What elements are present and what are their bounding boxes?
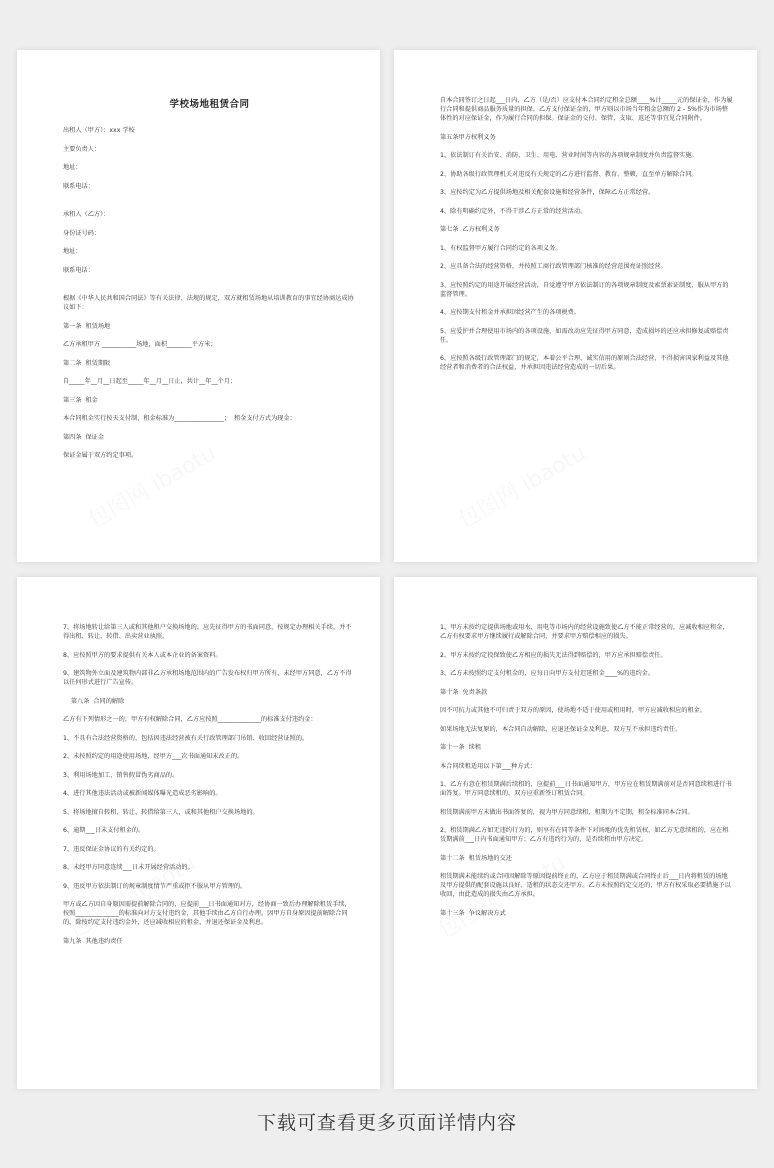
paragraph-gap xyxy=(63,284,356,294)
contract-paragraph: 2、租赁期满乙方如无违约行为的，则享有在同等条件下对场地的优先租赁权，如乙方无意续租的，应在租赁期满前___日内书面通知甲方；乙方有违约行为的，是否续租由甲方决定。 xyxy=(440,827,729,843)
contract-paragraph: 4、应按期支付租金并承担因经营产生的各项税费。 xyxy=(440,309,581,316)
contract-paragraph: 1、依法制订有关治安、消防、卫生、用电、营业时间等内容的各项规章制度并负责监督实施。 xyxy=(440,152,698,159)
footer-more-pages-text: 下载可查看更多页面详情内容 xyxy=(256,1112,517,1134)
contract-paragraph: 地址： xyxy=(63,164,82,171)
contract-paragraph: 7、违反保证金协议的有关约定的。 xyxy=(63,845,160,853)
contract-paragraph: 如果场地无法复原的，本合同自动解除，应退还保证金及利息，双方互不承担违约责任。 xyxy=(440,725,682,733)
contract-paragraph: 乙方承租甲方 ___________场地，面积________平方米； xyxy=(63,341,217,348)
contract-paragraph: 第一条 租赁场地 xyxy=(63,322,111,330)
contract-paragraph: 联系电话： xyxy=(63,266,94,274)
contract-paragraph: 甲方或乙方因自身原因需提前解除合同的，应提前___日书面通知对方，经协商一致后办理解除租赁手续，按照______________的标准向对方支付违约金，其他手续由乙方自行办理。因甲方自身原因提前解除合同的，除按约定支付违约金外，还应减收相应的租金，并退还保证金及利息。 xyxy=(63,901,351,926)
contract-paragraph: 第四条 保证金 xyxy=(63,433,105,441)
contract-paragraph: 1、不具有合法经营资格的，包括因违法经营被有关行政管理部门吊销、收回经营证照的。 xyxy=(63,734,309,742)
contract-paragraph: 第七条 乙方权利义务 xyxy=(440,226,500,233)
contract-paragraph: 第八条 合同的解除 xyxy=(63,697,125,705)
contract-paragraph: 3、利用场地加工、销售假冒伪劣商品的。 xyxy=(63,771,179,779)
contract-paragraph: 身份证号码： xyxy=(63,229,101,237)
page-4-body xyxy=(440,623,733,918)
contract-paragraph: 3、应按照约定的用途开展经营活动，自觉遵守甲方依法制订的各项规章制度及索票索证制度，服从甲方的监督管理。 xyxy=(440,281,729,298)
contract-paragraph: 5、应爱护并合理使用市场内的各项设施，如需改动应先征得甲方同意，造成损坏的还应承担修复或赔偿责任。 xyxy=(440,327,729,344)
contract-paragraph: 9、违反甲方依法制订的规章制度情节严重或拒不服从甲方管理的。 xyxy=(63,882,247,890)
contract-paragraph: 2、甲方未按约定投保致使乙方相应的损失无法得到赔偿的，甲方应承担赔偿责任。 xyxy=(440,651,667,659)
contract-paragraph: 自本合同签订之日起___日内，乙方（是/否）应支付本合同约定租金总额____%计_____元的保证金，作为履行合同和提供商品服务质量的担保。乙方支付保证金的，甲方则以市场当年租金总额的 2 - 5%作为市场整体性的对应保证金，作为履行合同的担保。保证金的交付、保管、支取、返还等事宜见合同附件。 xyxy=(440,97,733,122)
contract-paragraph: 9、建筑物外立面及建筑物内部非乙方承租场地范围内的广告发布权归甲方所有，未经甲方同意，乙方不得以任何形式进行广告宣传。 xyxy=(63,670,352,686)
page-3-body xyxy=(63,623,356,946)
contract-paragraph: 3、乙方未按照约定支付租金的，应每日向甲方支付迟延租金____%的违约金。 xyxy=(440,670,655,677)
contract-paragraph: 第十一条 续租 xyxy=(440,744,482,751)
paragraph-gap xyxy=(63,200,356,210)
contract-paragraph: 自_____年__月__日起至_____年__月__日止，共计__年__个月； xyxy=(63,378,237,385)
document-title: 学校场地租赁合同 xyxy=(169,99,250,110)
contract-paragraph: 第十三条 争议解决方式 xyxy=(440,909,506,917)
contract-paragraph: 第三条 租金 xyxy=(63,396,98,404)
contract-paragraph: 6、应按照各级行政管理部门的规定，本着公平合理、诚实信用的原则合法经营，不得损害国家利益及其他经营者和消费者的合法权益，并承担因违法经营造成的一切后果。 xyxy=(440,355,729,371)
contract-paragraph: 第五条甲方权利义务 xyxy=(440,133,496,141)
contract-paragraph: 7、将场地转让给第三人或和其他租户交换场地的，应先征得甲方的书面同意，按规定办理相关手续，并不得出租、转让、转借、出卖营业执照。 xyxy=(63,624,352,640)
contract-paragraph: 2、应具备合法的经营资格，并按照工商行政管理部门核准的经营范围亮证照经营。 xyxy=(440,263,667,270)
contract-paragraph: 本合同租金实行按天支付制，租金标准为________________； 租金支付方式为现金； xyxy=(63,415,296,422)
contract-paragraph: 租赁期满前甲方未做出书面答复的，视为甲方同意续租，租期为不定期，租金标准同本合同。 xyxy=(440,808,694,816)
page-2-body xyxy=(440,96,733,372)
contract-paragraph: 8、未经甲方同意连续___日未开展经营活动的。 xyxy=(63,864,194,871)
contract-paragraph: 4、除有明确约定外，不得干涉乙方正常的经营活动。 xyxy=(440,207,587,215)
contract-paragraph: 1、甲方未按约定提供场地或用水、用电等市场内的经营设施致使乙方不能正常经营的，应减收相应租金，乙方有权要求甲方继续履行或解除合同，并要求甲方赔偿相应的损失。 xyxy=(440,624,729,640)
contract-paragraph: 4、进行其他违法活动或被新闻媒体曝光造成恶劣影响的。 xyxy=(63,790,222,797)
contract-paragraph: 第二条 租赁期限 xyxy=(63,359,111,367)
contract-paragraph: 联系电话： xyxy=(63,182,94,190)
document-page-3 xyxy=(17,577,380,1089)
contract-paragraph: 1、乙方有意在租赁期满后续租的，应提前___日书面通知甲方，甲方应在租赁期满前对是否同意续租进行书面答复。甲方同意续租的，双方应重新签订租赁合同。 xyxy=(440,781,732,797)
contract-paragraph: 第十二条 租赁场地的交还 xyxy=(440,854,512,862)
contract-paragraph: 承租人（乙方）： xyxy=(63,211,110,218)
contract-paragraph: 根据《中华人民共和国合同法》等有关法律、法规的规定，双方就租赁场地从培训教育的事宜经协商达成协议如下： xyxy=(63,295,354,311)
contract-paragraph: 1、有权监督甲方履行合同约定的各项义务。 xyxy=(440,244,562,252)
contract-paragraph: 8、应按照甲方的要求提供有关本人或本企业的备案资料。 xyxy=(63,651,222,659)
contract-paragraph: 出租人（甲方）：xxx 学校 xyxy=(63,127,135,134)
contract-paragraph: 第十条 免责条款 xyxy=(440,688,488,696)
contract-paragraph: 2、协助各级行政管理机关对违反有关规定的乙方进行监督、教育、整顿，直至单方解除合同。 xyxy=(440,170,698,178)
page-1-body xyxy=(63,126,356,460)
document-page-4 xyxy=(394,577,757,1089)
contract-paragraph: 因不可抗力或其他不可归责于双方的原因，使场地不适于使用或租用时，甲方应减收相应的租金。 xyxy=(440,707,707,714)
contract-paragraph: 2、未按照约定的用途使用场地，经甲方___次书面通知未改正的。 xyxy=(63,753,244,760)
contract-paragraph: 主要负责人： xyxy=(63,145,101,153)
contract-paragraph: 本合同续租适用以下第___种方式： xyxy=(440,762,536,770)
contract-paragraph: 保证金属于双方约定事项。 xyxy=(63,452,138,459)
contract-paragraph: 乙方有下列情形之一的，甲方有权解除合同，乙方应按照______________的标准支付违约金： xyxy=(63,716,317,723)
contract-paragraph: 5、将场地擅自转租、转让、转借给第三人，或和其他租户交换场地的。 xyxy=(63,808,259,816)
contract-paragraph: 地址： xyxy=(63,248,82,255)
contract-paragraph: 租赁期满未能续约或合同因解除等原因提前终止的，乙方应于租赁期满或合同终止后___日内将租赁的场地及甲方提供的配套设施以良好、适租的状态交还甲方。乙方未按照约定交还的，甲方有权采取必要措施予以收回，由此造成的损失由乙方承担。 xyxy=(440,873,731,898)
contract-paragraph: 第九条 其他违约责任 xyxy=(63,937,123,945)
document-page-2 xyxy=(394,50,757,562)
contract-paragraph: 6、逾期___日未支付租金的。 xyxy=(63,827,145,834)
contract-paragraph: 3、应按约定为乙方提供场地及相关配套设施和经营条件，保障乙方正常经营。 xyxy=(440,189,655,196)
document-page-1 xyxy=(17,50,380,562)
